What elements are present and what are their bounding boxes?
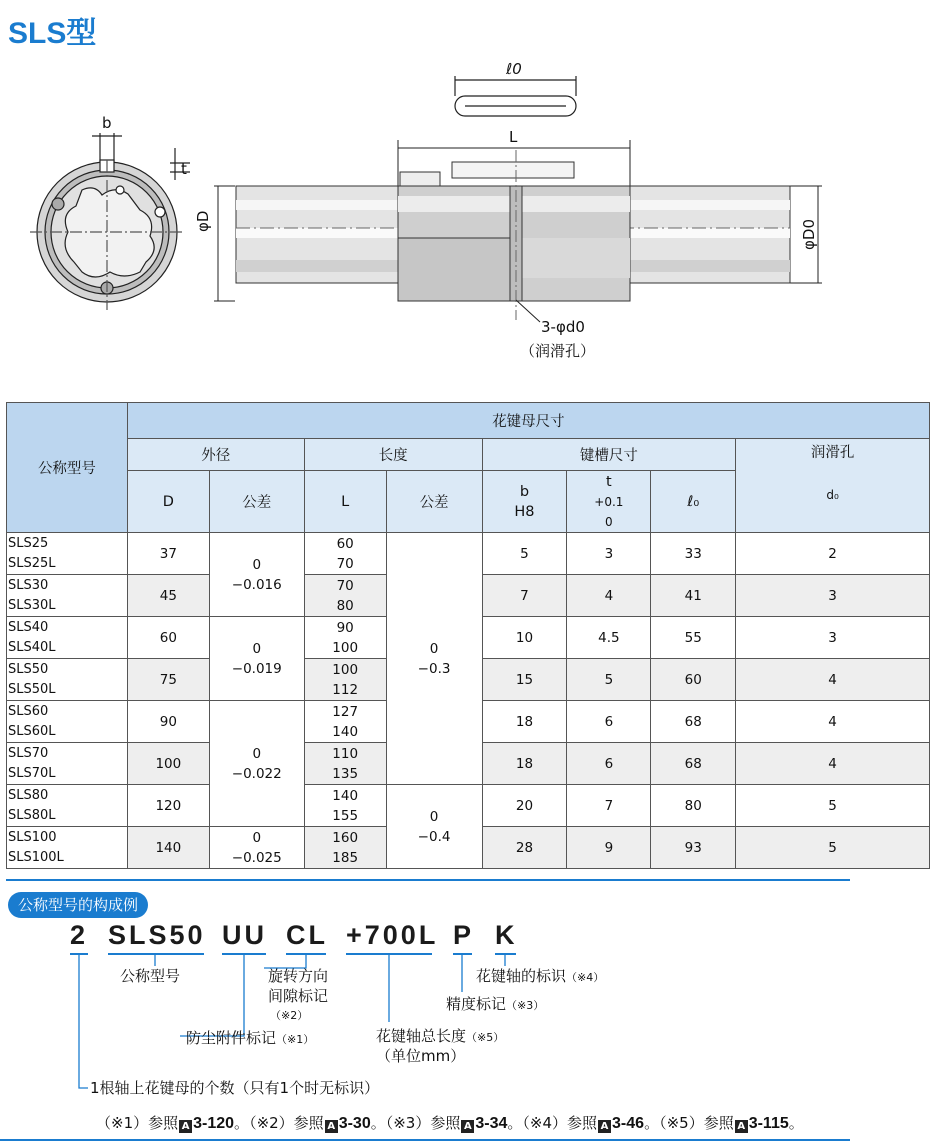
cell-l0: 68 [651, 701, 736, 743]
cell-D-tolerance [209, 617, 304, 701]
length-std: 110 [332, 745, 359, 762]
spline-nut-body [398, 186, 630, 301]
cell-d0: 4 [736, 743, 930, 785]
ref-separator: 。 [234, 1114, 250, 1132]
length-long: 140 [332, 723, 359, 740]
header-outer-diameter: 外径 [127, 439, 304, 471]
ref-separator: 。 [788, 1114, 804, 1132]
model-cell [7, 785, 128, 827]
cell-d0: 3 [736, 575, 930, 617]
cell-t: 5 [567, 659, 651, 701]
label-length-unit: （单位mm） [376, 1047, 466, 1065]
cell-L [304, 785, 386, 827]
length-std: 90 [336, 619, 354, 636]
cell-d0: 4 [736, 701, 930, 743]
cell-L [304, 533, 386, 575]
spec-table [6, 402, 930, 869]
length-std: 140 [332, 787, 359, 804]
label-precision [446, 994, 544, 1016]
cell-t: 4.5 [567, 617, 651, 659]
catalog-icon: A [179, 1120, 192, 1133]
length-long: 100 [332, 639, 359, 656]
length-std: 100 [332, 661, 359, 678]
model-name-long: SLS25L [8, 555, 56, 571]
cell-d0: 4 [736, 659, 930, 701]
model-name-long: SLS100L [8, 849, 64, 865]
header-nut-dimensions: 花键母尺寸 [127, 403, 929, 439]
model-cell [7, 659, 128, 701]
cell-L [304, 659, 386, 701]
cell-D: 37 [127, 533, 209, 575]
catalog-icon: A [325, 1120, 338, 1133]
cell-b: 28 [482, 827, 567, 869]
key-view [455, 76, 576, 116]
tolerance-lower: −0.3 [417, 660, 451, 677]
model-cell [7, 575, 128, 617]
cell-D: 60 [127, 617, 209, 659]
ref-separator: 。 [507, 1114, 523, 1132]
page-title: SLS型 [8, 17, 97, 50]
bottom-divider [0, 1139, 850, 1141]
label-dust-note: （※1） [276, 1033, 315, 1046]
model-cell [7, 701, 128, 743]
cell-D-tolerance [209, 533, 304, 617]
model-name-long: SLS60L [8, 723, 56, 739]
tolerance-lower: −0.022 [231, 765, 282, 782]
model-name-long: SLS50L [8, 681, 56, 697]
cell-b: 20 [482, 785, 567, 827]
code-part-precision: P [453, 920, 475, 950]
header-b-fit: H8 [514, 503, 535, 520]
label-clearance-note: （※2） [270, 1009, 309, 1022]
ref-page[interactable]: 3-115 [748, 1115, 789, 1132]
dim-label-t: t [181, 160, 187, 178]
cell-D: 90 [127, 701, 209, 743]
model-name: SLS70 [8, 745, 49, 761]
ref-note: （※1）参照 [96, 1114, 179, 1132]
tolerance-lower: −0.019 [231, 660, 282, 677]
dim-label-holes: 3-φd0 [541, 318, 585, 336]
header-lube-label: 润滑孔 [810, 444, 855, 461]
model-name: SLS60 [8, 703, 49, 719]
header-t [567, 471, 651, 533]
tolerance-upper: 0 [429, 640, 439, 657]
label-precision-note: （※3） [506, 999, 545, 1012]
cell-L-tolerance [386, 785, 482, 869]
cell-l0: 80 [651, 785, 736, 827]
length-std: 127 [332, 703, 359, 720]
length-std: 70 [336, 577, 354, 594]
model-name: SLS50 [8, 661, 49, 677]
example-heading: 公称型号的构成例 [8, 892, 148, 918]
ref-page[interactable]: 3-120 [193, 1115, 235, 1132]
spline-nut-drawing [0, 0, 930, 370]
dim-label-L: L [509, 128, 518, 146]
label-dust-text: 防尘附件标记 [186, 1029, 277, 1047]
cell-D-tolerance [209, 827, 304, 869]
label-shaft [476, 966, 604, 988]
tolerance-upper: 0 [429, 808, 439, 825]
label-precision-text: 精度标记 [446, 995, 507, 1013]
cell-L [304, 617, 386, 659]
header-model: 公称型号 [7, 403, 128, 533]
length-std: 60 [336, 535, 354, 552]
catalog-icon: A [461, 1120, 474, 1133]
dim-label-l0: ℓ0 [506, 60, 522, 78]
cell-d0: 2 [736, 533, 930, 575]
label-dust [186, 1028, 314, 1050]
cell-L [304, 575, 386, 617]
catalog-icon: A [598, 1120, 611, 1133]
header-d0: d₀ [826, 487, 839, 502]
length-long: 112 [332, 681, 359, 698]
cell-L [304, 827, 386, 869]
ref-note: （※2）参照 [249, 1114, 324, 1132]
label-clearance-1: 旋转方向 [268, 967, 329, 985]
model-name: SLS30 [8, 577, 49, 593]
code-part-count: 2 [70, 920, 89, 950]
dim-label-b: b [102, 114, 112, 132]
model-cell [7, 617, 128, 659]
header-lube-hole [736, 439, 930, 533]
ref-page[interactable]: 3-34 [475, 1115, 508, 1132]
code-part-seal: UU [222, 920, 267, 950]
cell-b: 18 [482, 743, 567, 785]
label-shaft-text: 花键轴的标识 [476, 967, 567, 985]
ref-separator: 。 [370, 1114, 386, 1132]
cell-D: 140 [127, 827, 209, 869]
cell-l0: 68 [651, 743, 736, 785]
header-b [482, 471, 567, 533]
length-long: 185 [332, 849, 359, 866]
tolerance-upper: 0 [252, 640, 262, 657]
label-length [376, 1026, 504, 1048]
cell-D: 75 [127, 659, 209, 701]
header-keyway: 键槽尺寸 [482, 439, 736, 471]
header-L-tolerance: 公差 [386, 471, 482, 533]
length-std: 160 [332, 829, 359, 846]
cell-b: 15 [482, 659, 567, 701]
header-b-label: b [519, 483, 530, 500]
catalog-icon: A [735, 1120, 748, 1133]
model-cell [7, 533, 128, 575]
tolerance-lower: −0.4 [417, 828, 451, 845]
tolerance-lower: −0.025 [231, 849, 282, 866]
model-name-long: SLS80L [8, 807, 56, 823]
ref-page[interactable]: 3-30 [338, 1115, 371, 1132]
model-name: SLS25 [8, 535, 49, 551]
cell-b: 18 [482, 701, 567, 743]
cell-l0: 60 [651, 659, 736, 701]
cell-t: 6 [567, 743, 651, 785]
header-t-upper: +0.1 [594, 494, 624, 509]
model-name-long: SLS40L [8, 639, 56, 655]
reference-notes [96, 1112, 804, 1133]
cell-t: 7 [567, 785, 651, 827]
length-long: 70 [336, 555, 354, 572]
section-divider [6, 879, 850, 881]
cell-t: 9 [567, 827, 651, 869]
cell-b: 5 [482, 533, 567, 575]
label-shaft-note: （※4） [566, 971, 605, 984]
ref-note: （※5）参照 [659, 1114, 734, 1132]
cell-l0: 93 [651, 827, 736, 869]
dim-label-D: φD [194, 210, 212, 232]
cell-b: 10 [482, 617, 567, 659]
cell-l0: 41 [651, 575, 736, 617]
model-name-long: SLS70L [8, 765, 56, 781]
ref-separator: 。 [644, 1114, 660, 1132]
cell-D: 100 [127, 743, 209, 785]
tolerance-upper: 0 [252, 745, 262, 762]
section-view [30, 133, 190, 310]
header-t-label: t [606, 473, 612, 490]
label-clearance-2: 间隙标记 [268, 987, 329, 1005]
cell-l0: 55 [651, 617, 736, 659]
header-D-tolerance: 公差 [209, 471, 304, 533]
code-part-length: +700L [346, 920, 439, 950]
cell-L-tolerance [386, 533, 482, 785]
dim-label-holes-note: （润滑孔） [520, 342, 596, 360]
ref-note: （※4）参照 [522, 1114, 598, 1132]
label-model: 公称型号 [120, 967, 181, 985]
cell-t: 4 [567, 575, 651, 617]
label-count: 1根轴上花键母的个数（只有1个时无标识） [90, 1079, 380, 1097]
cell-d0: 5 [736, 785, 930, 827]
cell-D: 45 [127, 575, 209, 617]
cell-b: 7 [482, 575, 567, 617]
cell-d0: 3 [736, 617, 930, 659]
cell-D-tolerance [209, 701, 304, 827]
cell-D: 120 [127, 785, 209, 827]
header-length: 长度 [304, 439, 482, 471]
header-D: D [127, 471, 209, 533]
model-cell [7, 743, 128, 785]
label-length-note: （※5） [466, 1031, 505, 1044]
cell-l0: 33 [651, 533, 736, 575]
tolerance-lower: −0.016 [231, 576, 282, 593]
model-name: SLS80 [8, 787, 49, 803]
header-t-lower: 0 [605, 514, 613, 529]
cell-L [304, 701, 386, 743]
code-part-shaft: K [495, 920, 518, 950]
ref-page[interactable]: 3-46 [612, 1115, 645, 1132]
cell-d0: 5 [736, 827, 930, 869]
model-name: SLS100 [8, 829, 57, 845]
code-part-model: SLS50 [108, 920, 206, 950]
dim-label-D0: φD0 [800, 219, 818, 250]
code-part-clearance: CL [286, 920, 328, 950]
ref-note: （※3）参照 [385, 1114, 461, 1132]
cell-L [304, 743, 386, 785]
cell-t: 6 [567, 701, 651, 743]
model-name-long: SLS30L [8, 597, 56, 613]
tolerance-upper: 0 [252, 556, 262, 573]
header-l0: ℓ₀ [651, 471, 736, 533]
length-long: 135 [332, 765, 359, 782]
model-name: SLS40 [8, 619, 49, 635]
tolerance-upper: 0 [252, 829, 262, 846]
length-long: 155 [332, 807, 359, 824]
cell-t: 3 [567, 533, 651, 575]
length-long: 80 [336, 597, 354, 614]
header-L: L [304, 471, 386, 533]
model-cell [7, 827, 128, 869]
label-length-text: 花键轴总长度 [376, 1027, 467, 1045]
